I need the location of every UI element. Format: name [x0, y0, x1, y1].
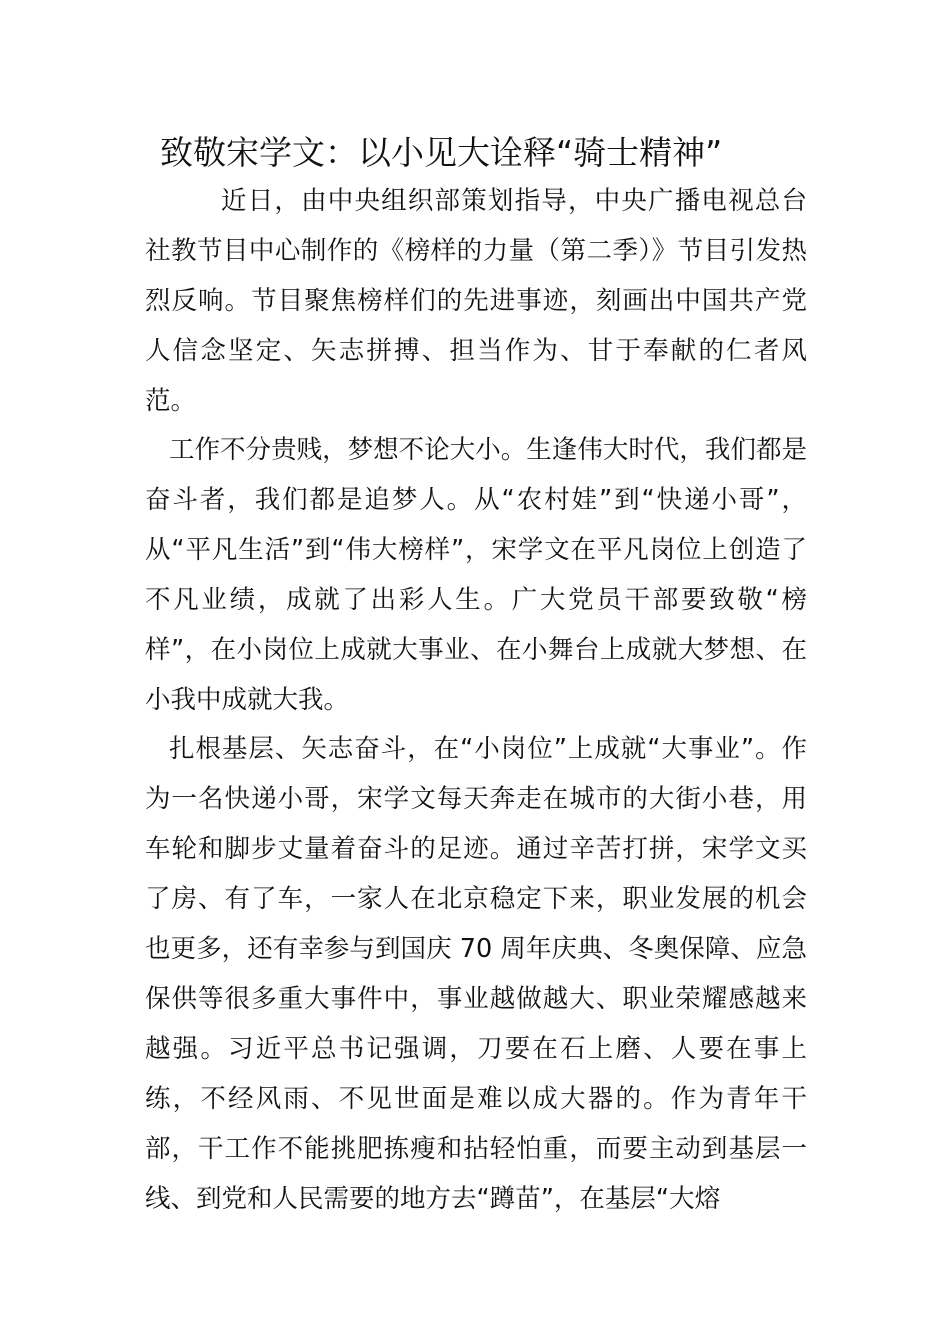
paragraph-2: 工作不分贵贱，梦想不论大小。生逢伟大时代，我们都是奋斗者，我们都是追梦人。从“农村娃”到“快递小哥”，从“平凡生活”到“伟大榜样”，宋学文在平凡岗位上创造了不凡业绩，成就了出彩人生。广大党员干部要致敬“榜样”，在小岗位上成就大事业、在小舞台上成就大梦想、在小我中成就大我。 — [145, 435, 807, 715]
paragraph-3: 扎根基层、矢志奋斗，在“小岗位”上成就“大事业”。作为一名快递小哥，宋学文每天奔走在城市的大街小巷，用车轮和脚步丈量着奋斗的足迹。通过辛苦打拼，宋学文买了房、有了车，一家人在北京稳定下来，职业发展的机会也更多，还有幸参与到国庆 70 周年庆典、冬奥保障、应急保供等很多重大事件中，事业越做越大、职业荣耀感越来越强。习近平总书记强调，刀要在石上磨、人要在事上练，不经风雨、不见世面是难以成大器的。作为青年干部，干工作不能挑肥拣瘦和拈轻怕重，而要主动到基层一线、到党和人民需要的地方去“蹲苗”，在基层“大熔 — [145, 734, 807, 1214]
paragraph-1: 近日，由中央组织部策划指导，中央广播电视总台社教节目中心制作的《榜样的力量（第二季）》节目引发热烈反响。节目聚焦榜样们的先进事迹，刻画出中国共产党人信念坚定、矢志拼搏、担当作为、甘于奉献的仁者风范。 — [145, 186, 807, 416]
document-title: 致敬宋学文：以小见大诠释“骑士精神” — [160, 133, 723, 172]
